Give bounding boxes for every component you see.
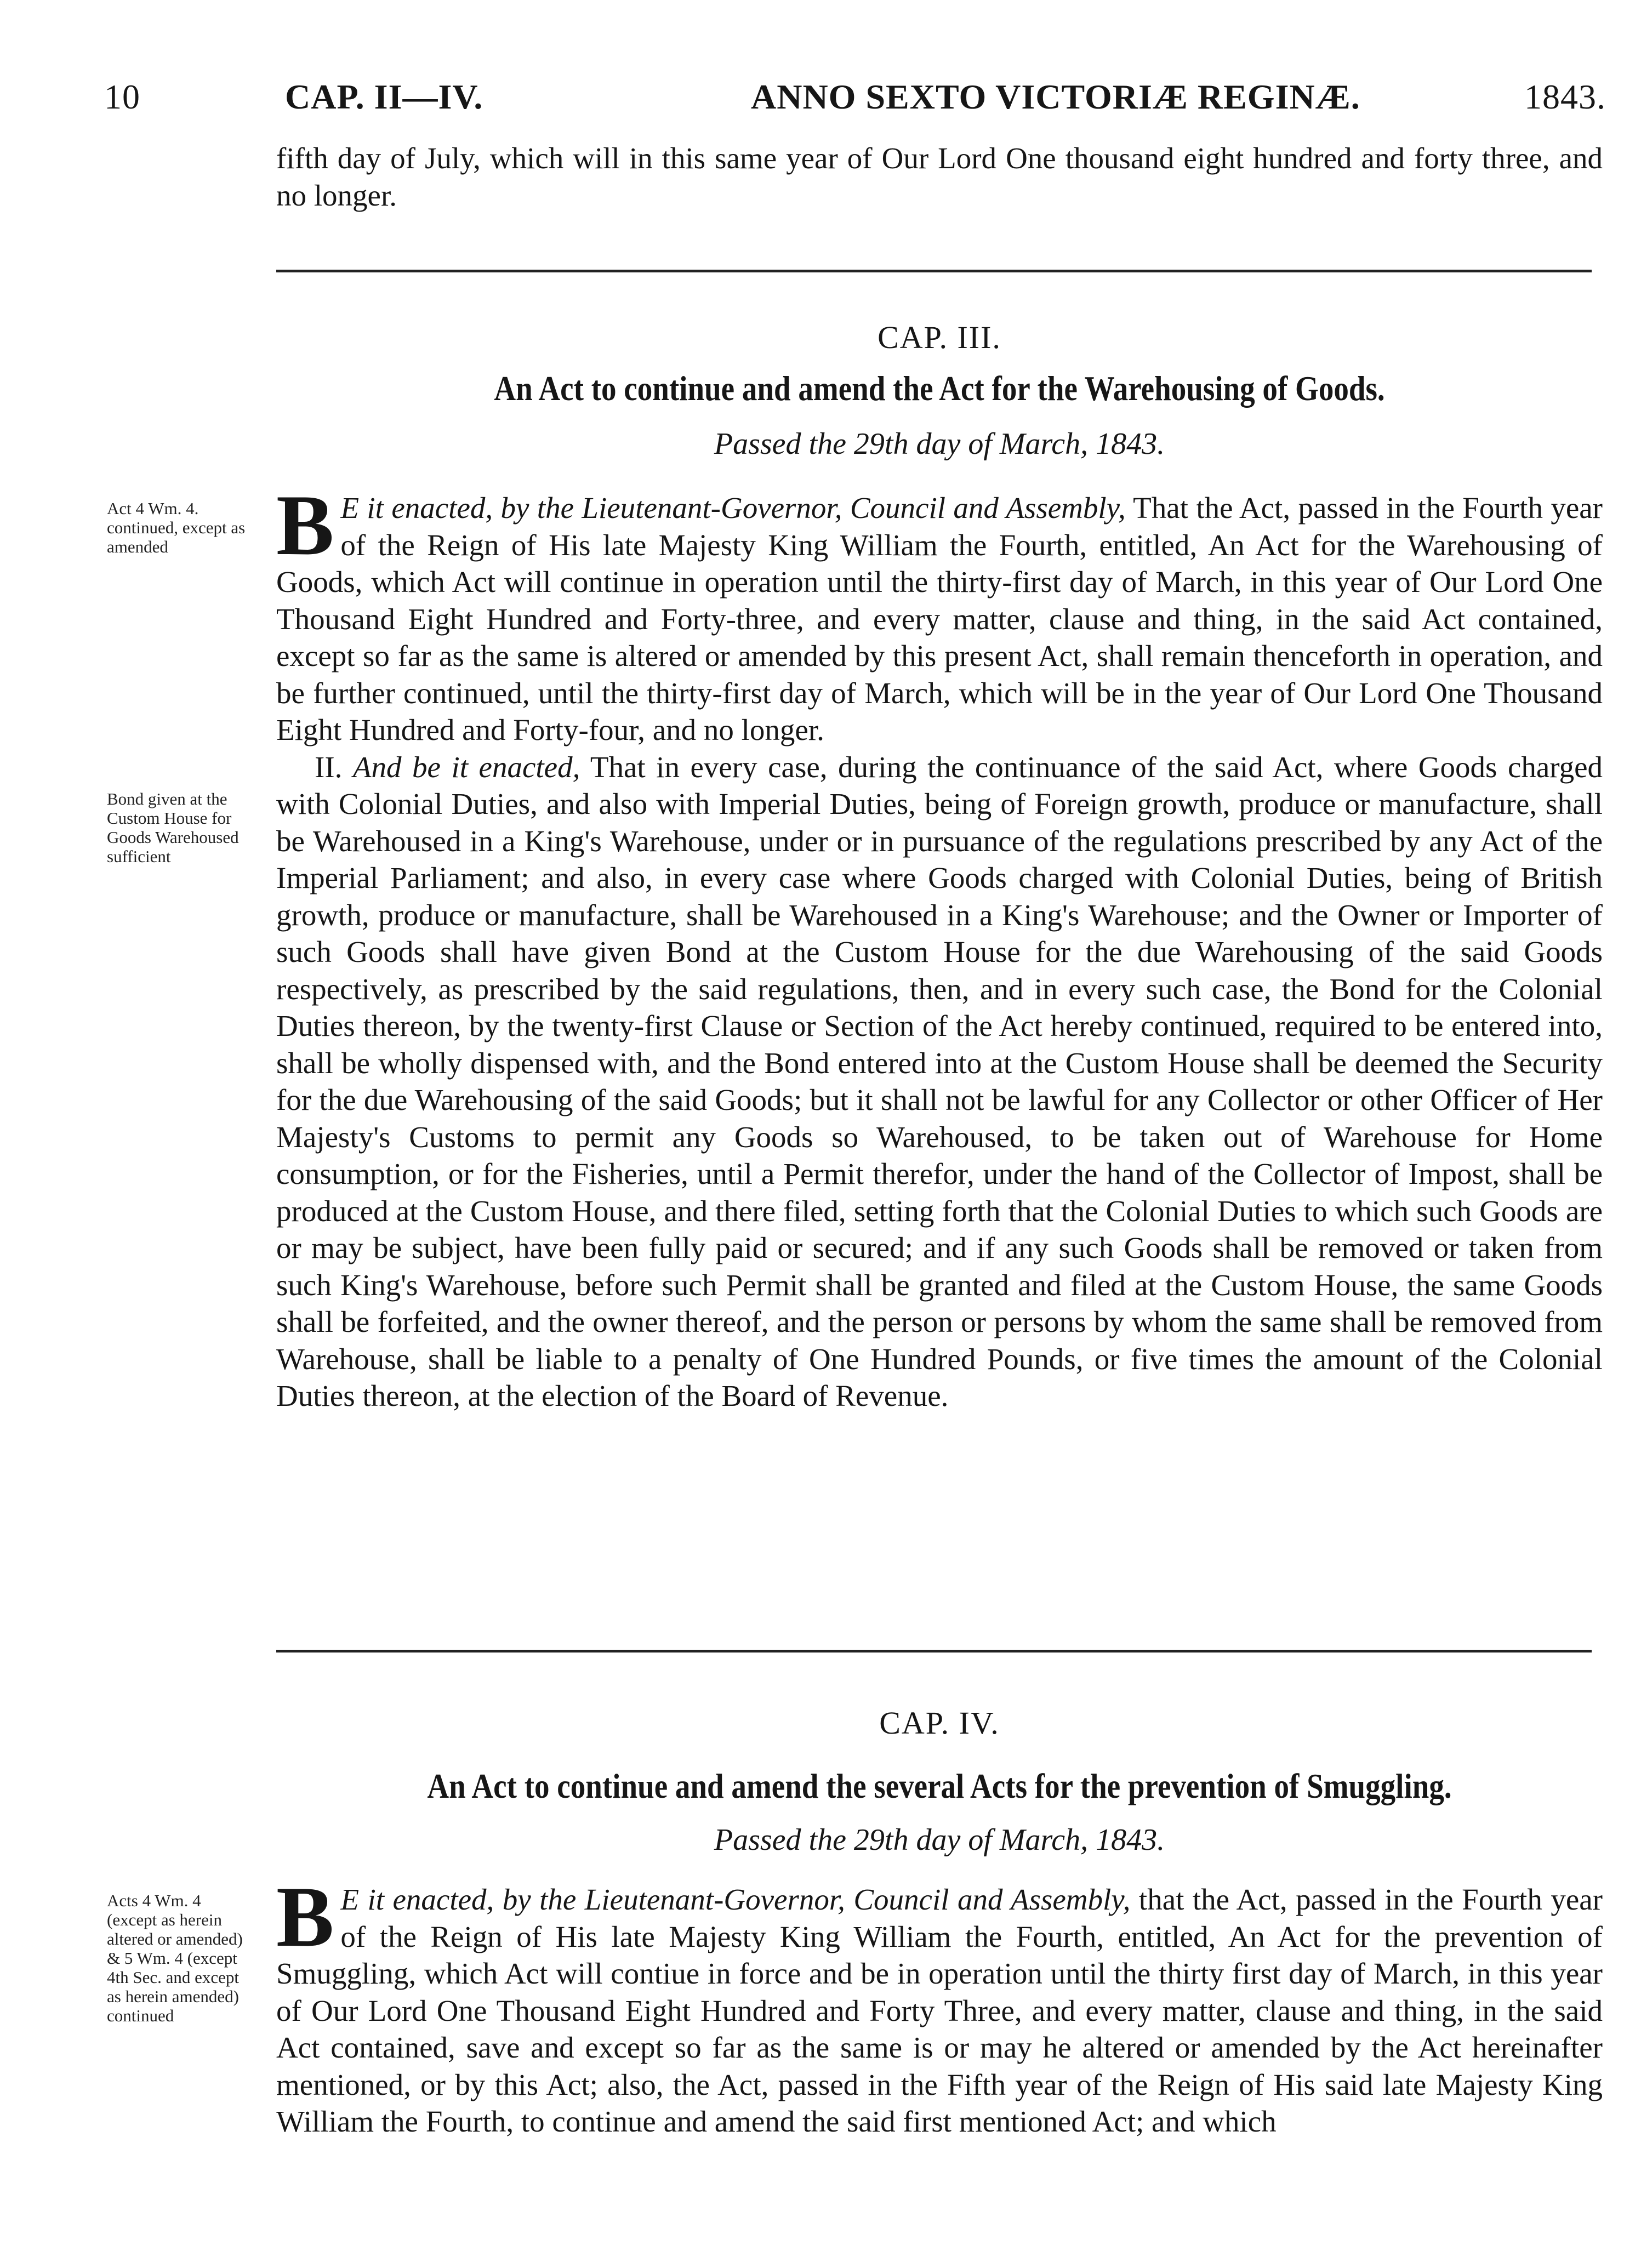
section-text: that the Act, passed in the Fourth year of the Reign of His late Majesty King William the Fourth, entitled, An Act for the prevention of Smuggling, which Act will contiue in force and be in operation until the thirty first day of March, in this year of Our Lord One Thousand Eight Hundred and Forty Three, and every matter, clause and thing, in the said Act contained, save and except so far as the same is or may he altered or amended by the Act hereinafter mentioned, or by this Act; also, the Act, passed in the Fifth year of the Reign of His said late Majesty King William the Fourth, to continue and amend the said first mentioned Act; and which	[276, 1883, 1603, 2138]
cap4-title: An Act to continue and amend the several Acts for the prevention of Smuggling.	[427, 1766, 1452, 1805]
cap4-sidenote: Acts 4 Wm. 4 (except as herein altered or amended) & 5 Wm. 4 (except 4th Sec. and except as herein amended) continued	[107, 1891, 243, 2025]
cap3-passed-date: Passed the 29th day of March, 1843.	[714, 427, 1165, 461]
cap4-section-1	[276, 1869, 1603, 2140]
section-text: That in every case, during the continuance of the said Act, where Goods charged with Colonial Duties, and also with Imperial Duties, being of Foreign growth, produce or manufacture, shall be Warehoused in a King's Warehouse, under or in pursuance of the regulations prescribed by any Act of the Imperial Parliament; and also, in every case where Goods charged with Colonial Duties, being of British growth, produce or manufacture, shall be Warehoused in a King's Warehouse; and the Owner or Importer of such Goods shall have given Bond at the Custom House for the due Warehousing of the said Goods respectively, as prescribed by the said regulations, then, and in every such case, the Bond for the Colonial Duties thereon, by the twenty-first Clause or Section of the Act hereby continued, required to be entered into, shall be wholly dispensed with, and the Bond entered into at the Custom House shall be deemed the Security for the due Warehousing of the said Goods; but it shall not be lawful for any Collector or other Officer of Her Majesty's Customs to permit any Goods so Warehoused, to be taken out of Warehouse for Home consumption, or for the Fisheries, until a Permit therefor, under the hand of the Collector of Impost, shall be produced at the Custom House, and there filed, setting forth that the Colonial Duties to which such Goods are or may be subject, have been fully paid or secured; and if any such Goods shall be removed or taken from such King's Warehouse, before such Permit shall be granted and filed at the Custom House, the same Goods shall be forfeited, and the owner thereof, and the person or persons by whom the same shall be removed from Warehouse, shall be liable to a penalty of One Hundred Pounds, or five times the amount of the Colonial Duties thereon, at the election of the Board of Revenue.	[276, 750, 1603, 1412]
continuation-text: fifth day of July, which will in this same year of Our Lord One thousand eight hundred and forty three, and no longer.	[276, 141, 1603, 212]
enacting-clause: E it enacted, by the Lieutenant-Governor, Council and Assembly,	[340, 491, 1126, 525]
page-number: 10	[104, 77, 140, 116]
cap4-passed-date: Passed the 29th day of March, 1843.	[714, 1823, 1165, 1857]
cap4-body	[276, 1869, 1603, 2140]
header-title: ANNO SEXTO VICTORIÆ REGINÆ.	[751, 77, 1360, 116]
cap3-section-1	[276, 477, 1603, 749]
cap3-sidenote-2: Bond given at the Custom House for Goods Warehoused sufficient	[107, 789, 239, 866]
header-year: 1843.	[1524, 77, 1606, 116]
section-number: II.	[315, 750, 343, 784]
drop-cap: B	[276, 1869, 334, 1965]
drop-cap: B	[276, 477, 334, 573]
section-text: That the Act, passed in the Fourth year of the Reign of His late Majesty King William the Fourth, entitled, An Act for the Warehousing of Goods, which Act will continue in operation until the thirty-first day of March, in this year of Our Lord One Thousand Eight Hundred and Forty-three, and every matter, clause and thing, in the said Act contained, except so far as the same is altered or amended by this present Act, shall remain thenceforth in operation, and be further continued, until the thirty-first day of March, which will be in the year of Our Lord One Thousand Eight Hundred and Forty-four, and no longer.	[276, 491, 1603, 746]
chapter-range: CAP. II—IV.	[285, 77, 483, 116]
enacting-clause: E it enacted, by the Lieutenant-Governor, Council and Assembly,	[340, 1883, 1131, 1916]
cap3-section-2	[276, 749, 1603, 1415]
section-divider	[276, 1650, 1592, 1652]
cap3-heading: CAP. III.	[878, 320, 1001, 355]
cap3-body	[276, 477, 1603, 1415]
section-divider	[276, 270, 1592, 272]
cap3-sidenote-1: Act 4 Wm. 4. continued, except as amended	[107, 499, 246, 556]
continuation-block	[276, 140, 1603, 214]
cap3-title: An Act to continue and amend the Act for the Warehousing of Goods.	[494, 369, 1385, 408]
cap4-heading: CAP. IV.	[879, 1705, 1000, 1741]
running-header	[104, 77, 1606, 126]
enacting-clause: And be it enacted,	[352, 750, 580, 784]
